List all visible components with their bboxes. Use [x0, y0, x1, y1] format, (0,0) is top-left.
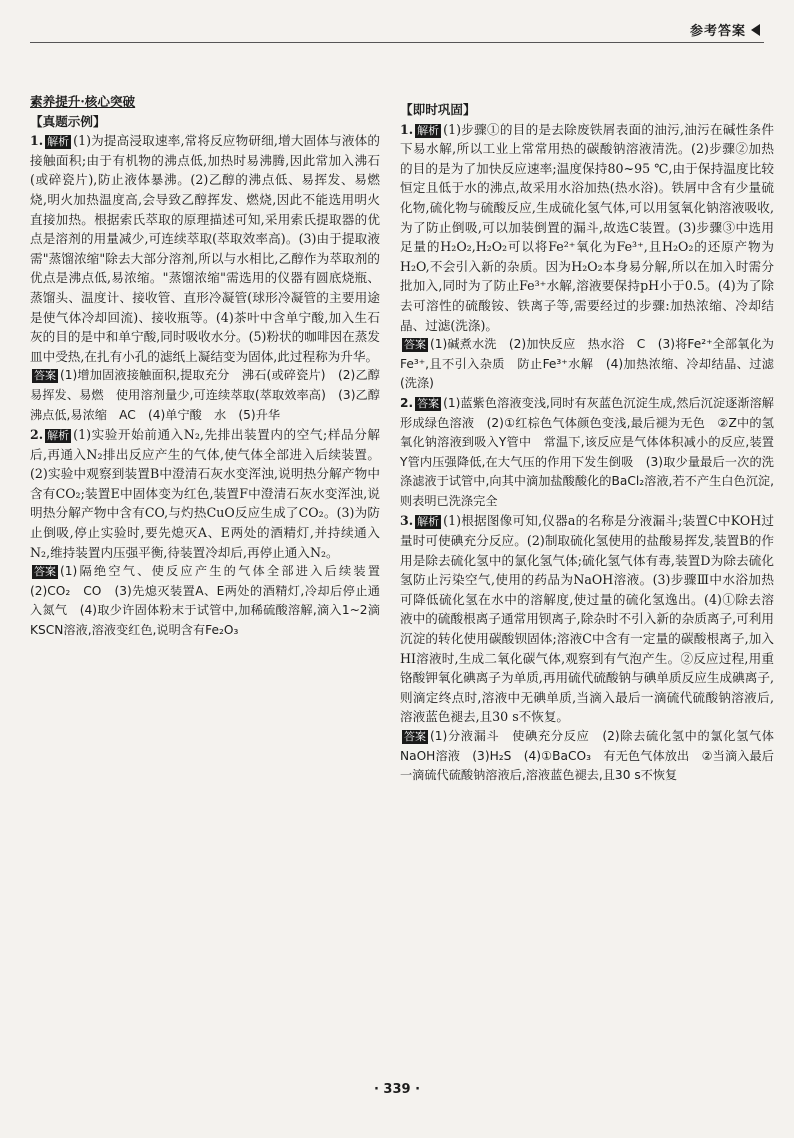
answer-text: (1)隔绝空气、使反应产生的气体全部进入后续装置 (2)CO₂ CO (3)先熄灭装置A、E两处的酒精灯,冷却后停止通入氮气 (4)取少许固体粉末于试管中,加稀硫酸溶解,滴入1~2滴KSCN溶液,溶液变红色,说明含有Fe₂O₃	[30, 564, 393, 638]
question-3-analysis	[400, 511, 774, 727]
answer-tag: 答案	[34, 369, 56, 383]
analysis-text: (1)实验开始前通入N₂,先排出装置内的空气;样品分解后,再通入N₂排出反应产生的气体,使气体全部进入后续装置。(2)实验中观察到装置B中澄清石灰水变浑浊,说明热分解产物中含有CO₂;装置E中固体变为红色,装置F中澄清石灰水变浑浊,说明热分解产物中含有CO,与灼热CuO反应生成了CO₂。(3)为防止倒吸,停止实验时,要先熄灭A、E两处的酒精灯,并持续通入N₂,维持装置内压强平衡,待装置冷却后,再停止通入N₂。	[30, 427, 380, 560]
analysis-text: (1)为提高浸取速率,常将反应物研细,增大固体与液体的接触面积;由于有机物的沸点低,加热时易沸腾,因此常加入沸石(或碎瓷片),防止液体暴沸。(2)乙醇的沸点低、易挥发、易燃烧,明火加热温度高,会导致乙醇挥发、燃烧,因此不能选用明火直接加热。根据索氏萃取的原理描述可知,采用索氏提取器的优点是溶剂的用量减少,可连续萃取(萃取效率高)。(3)由于提取液需"蒸馏浓缩"除去大部分溶剂,所以与水相比,乙醇作为萃取剂的优点是沸点低,易浓缩。"蒸馏浓缩"需选用的仪器有圆底烧瓶、蒸馏头、温度计、接收管、直形冷凝管(球形冷凝管的主要用途是使气体冷却回流)、接收瓶等。(4)茶叶中含单宁酸,加入生石灰的目的是中和单宁酸,同时吸收水分。(5)粉状的咖啡因在蒸发皿中受热,在扎有小孔的滤纸上凝结变为固体,此过程称为升华。	[30, 133, 380, 364]
page-header	[690, 20, 760, 39]
answer-tag: 答案	[404, 338, 426, 352]
question-1-answer	[400, 335, 774, 394]
answer-tag: 答案	[404, 730, 426, 743]
sub-title-examples: 【真题示例】	[30, 113, 106, 129]
answer-tag: 答案	[417, 396, 440, 410]
analysis-tag: 解析	[417, 515, 440, 529]
question-1-analysis	[400, 120, 774, 336]
answer-text: (1)蓝紫色溶液变浅,同时有灰蓝色沉淀生成,然后沉淀逐渐溶解形成绿色溶液 (2)①红棕色气体颜色变浅,最后褪为无色 ②Z中的氢氧化钠溶液到吸入Y管中 常温下,该反应是气体体积减小的反应,装置Y管内压强降低,在大气压的作用下发生倒吸 (3)取少量最后一次的洗涤滤液于试管中,向其中滴加盐酸酸化的BaCl₂溶液,若不产生白色沉淀,则表明已洗涤完全	[400, 395, 774, 508]
question-number: 2.	[30, 427, 44, 443]
header-rule	[30, 42, 764, 43]
section-title: 素养提升·核心突破	[30, 94, 136, 109]
answer-tag: 答案	[34, 565, 56, 579]
question-number: 3.	[400, 513, 414, 529]
analysis-tag: 解析	[47, 135, 70, 149]
answer-text: (1)分液漏斗 使碘充分反应 (2)除去硫化氢中的氯化氢气体 NaOH溶液 (3)H₂S (4)①BaCO₃ 有无色气体放出 ②当滴入最后一滴硫代硫酸钠溶液后,溶液蓝色褪去,且30 s不恢复	[400, 729, 787, 783]
sub-title-consolidation: 【即时巩固】	[400, 102, 476, 117]
question-number: 2.	[400, 395, 414, 410]
question-2-answer	[400, 394, 774, 512]
header-title: 参考答案	[689, 24, 746, 39]
question-number: 1.	[30, 133, 44, 149]
triangle-left-icon	[751, 24, 760, 36]
right-column	[400, 100, 787, 786]
question-number: 1.	[400, 121, 414, 137]
analysis-text: (1)步骤①的目的是去除废铁屑表面的油污,油污在碱性条件下易水解,所以工业上常常用热的碳酸钠溶液清洗。(2)步骤②加热的目的是为了加快反应速率;温度保持80~95 ℃,由于保持温度比较恒定且低于水的沸点,故采用水浴加热(热水浴)。铁屑中含有少量硫化物,硫化物与硫酸反应,生成硫化氢气体,可以用氢氧化钠溶液吸收,为了防止倒吸,可以加装倒置的漏斗,故选C装置。(3)步骤③中选用足量的H₂O₂,H₂O₂可以将Fe²⁺氧化为Fe³⁺,且H₂O₂的还原产物为H₂O,不会引入新的杂质。因为H₂O₂本身易分解,所以在加入时需分批加入,同时为了防止Fe³⁺水解,溶液要保持pH小于0.5。(4)为了除去可溶性的硫酸铵、铁离子等,需要经过的步骤:加热浓缩、冷却结晶、过滤(洗涤)。	[400, 121, 774, 333]
question-1-analysis	[30, 131, 380, 366]
answer-text: (1)增加固液接触面积,提取充分 沸石(或碎瓷片) (2)乙醇易挥发、易燃 使用溶剂量少,可连续萃取(萃取效率高) (3)乙醇沸点低,易浓缩 AC (4)单宁酸 水 (5)升华	[30, 368, 380, 422]
question-2-analysis	[30, 425, 380, 562]
question-1-answer	[30, 366, 380, 425]
analysis-text: (1)根据图像可知,仪器a的名称是分液漏斗;装置C中KOH过量时可使碘充分反应。(2)制取硫化氢使用的盐酸易挥发,装置B的作用是除去硫化氢中的氯化氢气体;硫化氢气体有毒,装置D为除去硫化氢防止污染空气,使用的药品为NaOH溶液。(3)步骤Ⅲ中水浴加热可降低硫化氢在水中的溶解度,使过量的硫化氢逸出。(4)①除去溶液中的硫酸根离子通常用钡离子,除杂时不引入新的杂质离子,可利用沉淀的转化使用碳酸钡固体;溶液C中含有一定量的碳酸根离子,加入HI溶液时,生成二氧化碳气体,观察到有气泡产生。②反应过程,用重铬酸钾氧化碘离子为单质,再用硫代硫酸钠与碘单质反应生成碘离子,则滴定终点时,溶液中无碘单质,当滴入最后一滴硫代硫酸钠溶液后,溶液蓝色褪去,且30 s不恢复。	[400, 513, 774, 725]
question-2-answer	[30, 562, 393, 640]
answer-text: (1)碱煮水洗 (2)加快反应 热水浴 C (3)将Fe²⁺全部氧化为Fe³⁺,且不引入杂质 防止Fe³⁺水解 (4)加热浓缩、冷却结晶、过滤(洗涤)	[400, 337, 774, 391]
analysis-tag: 解析	[417, 123, 440, 137]
analysis-tag: 解析	[47, 429, 70, 443]
page-number: · 339 ·	[373, 1082, 421, 1097]
left-column	[30, 92, 393, 641]
question-3-answer	[400, 727, 787, 786]
